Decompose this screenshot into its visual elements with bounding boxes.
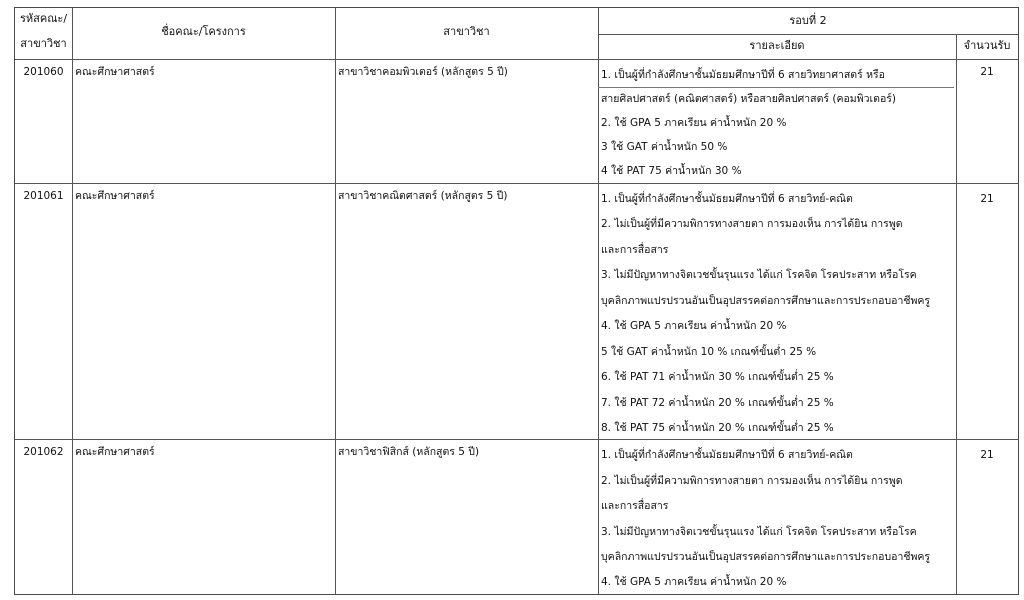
row1-detail-line: 4 ใช้ PAT 75 ค่าน้ำหนัก 30 % — [601, 165, 742, 177]
row3-detail-line: และการสื่อสาร — [601, 500, 669, 512]
header-details: รายละเอียด — [749, 39, 805, 52]
row3-major: สาขาวิชาฟิสิกส์ (หลักสูตร 5 ปี) — [338, 446, 480, 458]
row1-detail-line: 3 ใช้ GAT ค่าน้ำหนัก 50 % — [601, 141, 728, 153]
row2-detail-line: 5 ใช้ GAT ค่าน้ำหนัก 10 % เกณฑ์ขั้นต่ำ 25 % — [601, 346, 817, 358]
row3-detail-line: บุคลิกภาพแปรปรวนอันเป็นอุปสรรคต่อการศึกษาและการประกอบอาชีพครู — [601, 551, 931, 563]
header-faculty: ชื่อคณะ/โครงการ — [161, 25, 246, 38]
row1-detail-line: 1. เป็นผู้ที่กำลังศึกษาชั้นมัธยมศึกษาปีที่ 6 สายวิทยาศาสตร์ หรือ — [601, 69, 885, 81]
row3-detail-line: 3. ไม่มีปัญหาทางจิตเวชขั้นรุนแรง ได้แก่ โรคจิต โรคประสาท หรือโรค — [601, 526, 917, 538]
header-seats: จำนวนรับ — [963, 39, 1011, 52]
col-divider-code — [72, 8, 73, 594]
header-bottom-rule — [15, 59, 1018, 60]
row2-detail-line: 4. ใช้ GPA 5 ภาคเรียน ค่าน้ำหนัก 20 % — [601, 320, 787, 332]
row-divider-2 — [15, 439, 1018, 440]
row2-detail-line: บุคลิกภาพแปรปรวนอันเป็นอุปสรรคต่อการศึกษาและการประกอบอาชีพครู — [601, 295, 931, 307]
row1-detail-line: สายศิลปศาสตร์ (คณิตศาสตร์) หรือสายศิลปศาสตร์ (คอมพิวเตอร์) — [601, 93, 896, 105]
row1-detail-line: 2. ใช้ GPA 5 ภาคเรียน ค่าน้ำหนัก 20 % — [601, 117, 787, 129]
row1-code: 201060 — [23, 66, 64, 78]
row1-major: สาขาวิชาคอมพิวเตอร์ (หลักสูตร 5 ปี) — [338, 66, 508, 78]
admission-table — [14, 7, 1019, 595]
col-divider-major — [598, 8, 599, 594]
row3-detail-line: 1. เป็นผู้ที่กำลังศึกษาชั้นมัธยมศึกษาปีที่ 6 สายวิทย์-คณิต — [601, 449, 853, 461]
row1-faculty: คณะศึกษาศาสตร์ — [75, 66, 155, 78]
col-divider-faculty — [335, 8, 336, 594]
row2-detail-line: 1. เป็นผู้ที่กำลังศึกษาชั้นมัธยมศึกษาปีที่ 6 สายวิทย์-คณิต — [601, 193, 853, 205]
row-divider-1 — [15, 183, 1018, 184]
row-lines-row1 — [598, 87, 954, 88]
row2-detail-line: 6. ใช้ PAT 71 ค่าน้ำหนัก 30 % เกณฑ์ขั้นต่ำ 25 % — [601, 371, 834, 383]
row3-code: 201062 — [23, 446, 64, 458]
header-round: รอบที่ 2 — [789, 14, 827, 27]
row2-major: สาขาวิชาคณิตศาสตร์ (หลักสูตร 5 ปี) — [338, 190, 508, 202]
row3-faculty: คณะศึกษาศาสตร์ — [75, 446, 155, 458]
row2-seats: 21 — [980, 193, 994, 205]
col-divider-seats — [956, 34, 957, 594]
header-code-line2: สาขาวิชา — [20, 37, 67, 50]
row3-detail-line: 4. ใช้ GPA 5 ภาคเรียน ค่าน้ำหนัก 20 % — [601, 576, 787, 588]
header-subdivider — [598, 34, 1018, 35]
row2-faculty: คณะศึกษาศาสตร์ — [75, 190, 155, 202]
row3-detail-line: 2. ไม่เป็นผู้ที่มีความพิการทางสายตา การมองเห็น การได้ยิน การพูด — [601, 475, 903, 487]
row3-seats: 21 — [980, 449, 994, 461]
header-code-line1: รหัสคณะ/ — [19, 12, 68, 25]
row2-detail-line: 7. ใช้ PAT 72 ค่าน้ำหนัก 20 % เกณฑ์ขั้นต่ำ 25 % — [601, 397, 834, 409]
row2-detail-line: 3. ไม่มีปัญหาทางจิตเวชขั้นรุนแรง ได้แก่ โรคจิต โรคประสาท หรือโรค — [601, 269, 917, 281]
header-major: สาขาวิชา — [443, 25, 490, 38]
row2-detail-line: และการสื่อสาร — [601, 244, 669, 256]
row1-seats: 21 — [980, 66, 994, 78]
row2-detail-line: 8. ใช้ PAT 75 ค่าน้ำหนัก 20 % เกณฑ์ขั้นต่ำ 25 % — [601, 422, 834, 434]
row2-detail-line: 2. ไม่เป็นผู้ที่มีความพิการทางสายตา การมองเห็น การได้ยิน การพูด — [601, 218, 903, 230]
row2-code: 201061 — [23, 190, 64, 202]
